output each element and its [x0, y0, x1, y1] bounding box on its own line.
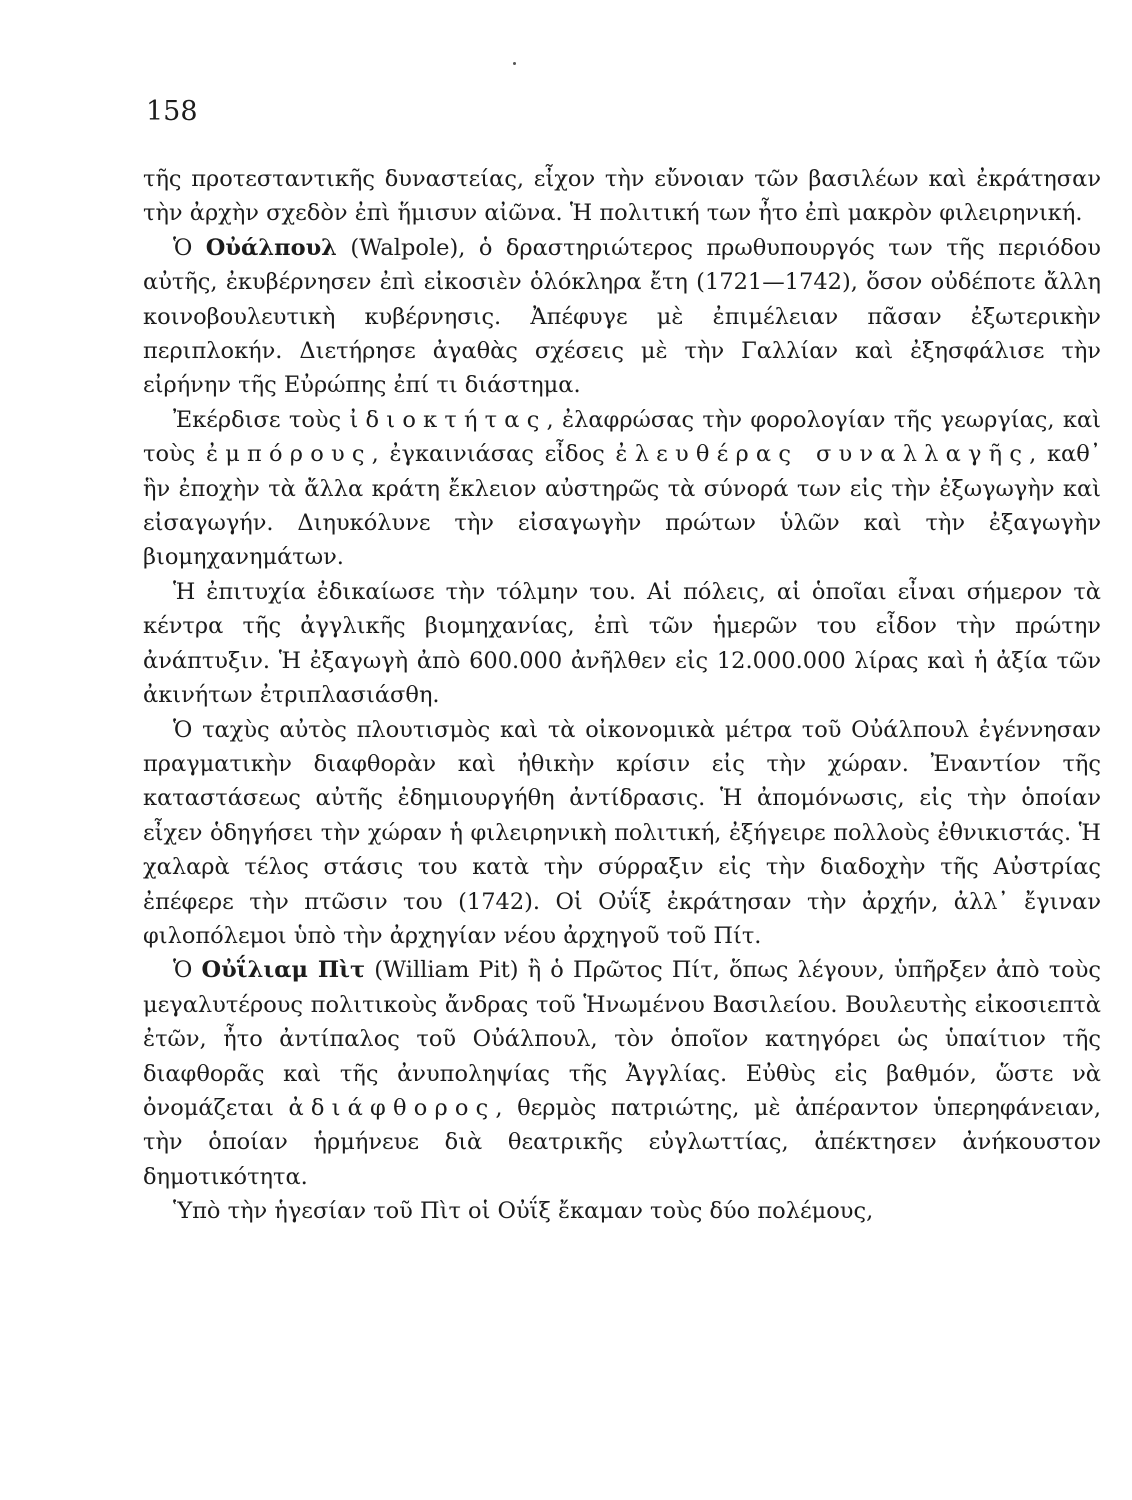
paragraph-1-text: τῆς προτεσταντικῆς δυναστείας, εἶχον τὴν εὔνοιαν τῶν βασιλέων καὶ ἐκράτησαν τὴν ἀρχὴν σχεδὸν ἐπὶ ἥμισυν αἰῶνα. Ἡ πολιτική των ἦτο ἐπὶ μακρὸν φιλειρηνική.	[143, 166, 1101, 227]
paragraph-trade-text-3: , ἐγκαινιάσας εἶδος	[371, 441, 616, 468]
spaced-word-free-trade: ἐλευθέρας συναλλαγῆς	[615, 441, 1030, 468]
paragraph-corruption	[143, 713, 1101, 954]
pitt-name: Οὐΐλιαμ Πὶτ	[201, 957, 366, 984]
paragraph-1	[143, 162, 1101, 231]
paragraph-trade-text-1: Ἐκέρδισε τοὺς	[173, 406, 350, 433]
paragraph-trade-text-2: , ἐλαφρώσας τὴν φορολογίαν τῆς γεωργίας, καὶ τοὺς	[143, 406, 1101, 468]
paragraph-pitt-lead: Ὁ	[173, 957, 202, 984]
page-number: 158	[146, 96, 198, 127]
paragraph-success	[143, 575, 1101, 713]
paragraph-pitt-text-1: (William Pit) ἢ ὁ Πρῶτος Πίτ, ὅπως λέγουν, ὑπῆρξεν ἀπὸ τοὺς μεγαλυτέρους πολιτικοὺς ἄνδρας τοῦ Ἡνωμένου Βασιλείου. Βουλευτὴς εἰκοσιεπτὰ ἐτῶν, ἦτο ἀντίπαλος τοῦ Οὐάλπουλ, τὸν ὁποῖον κατηγόρει ὡς ὑπαίτιον τῆς διαφθορᾶς καὶ τῆς ἀνυποληψίας τῆς Ἀγγλίας. Εὐθὺς εἰς βαθμόν, ὥστε νὰ ὀνομάζεται	[143, 957, 1101, 1121]
paragraph-walpole-text: (Walpole), ὁ δραστηριώτερος πρωθυπουργός των τῆς περιόδου αὐτῆς, ἐκυβέρνησεν ἐπὶ εἰκοσιὲν ὁλόκληρα ἔτη (1721—1742), ὅσον οὐδέποτε ἄλλη κοινοβουλευτικὴ κυβέρνησις. Ἀπέφυγε μὲ ἐπιμέλειαν πᾶσαν ἐξωτερικὴν περιπλοκήν. Διετήρησε ἀγαθὰς σχέσεις μὲ τὴν Γαλλίαν καὶ ἐξησφάλισε τὴν εἰρήνην τῆς Εὐρώπης ἐπί τι διάστημα.	[143, 234, 1101, 399]
paragraph-last-text: Ὑπὸ τὴν ἡγεσίαν τοῦ Πὶτ οἱ Οὐΐξ ἔκαμαν τοὺς δύο πολέμους,	[173, 1198, 874, 1225]
paragraph-pitt	[143, 953, 1101, 1194]
paragraph-walpole-lead: Ὁ	[173, 234, 206, 261]
spaced-word-incorruptible: ἀδιάφθορος	[288, 1094, 496, 1121]
paragraph-trade-text-4: , καθ᾽ ἣν ἐποχὴν τὰ ἄλλα κράτη ἔκλειον αὐστηρῶς τὰ σύνορά των εἰς τὴν ἐξωγωγὴν καὶ εἰσαγωγήν. Διηυκόλυνε τὴν εἰσαγωγὴν πρώτων ὑλῶν καὶ τὴν ἐξαγωγὴν βιομηχανημάτων.	[143, 441, 1102, 571]
paragraph-last	[143, 1194, 1101, 1228]
print-speck	[513, 62, 516, 65]
walpole-name: Οὐάλπουλ	[205, 234, 337, 261]
spaced-word-owners: ἰδιοκτήτας	[349, 406, 547, 433]
spaced-word-merchants: ἐμπόρους	[205, 441, 372, 468]
paragraph-corruption-text: Ὁ ταχὺς αὐτὸς πλουτισμὸς καὶ τὰ οἰκονομικὰ μέτρα τοῦ Οὐάλπουλ ἐγέννησαν πραγματικὴν διαφθορὰν καὶ ἠθικὴν κρίσιν εἰς τὴν χώραν. Ἐναντίον τῆς καταστάσεως αὐτῆς ἐδημιουργήθη ἀντίδρασις. Ἡ ἀπομόνωσις, εἰς τὴν ὁποίαν εἶχεν ὁδηγήσει τὴν χώραν ἡ φιλειρηνικὴ πολιτική, ἐξήγειρε πολλοὺς ἐθνικιστάς. Ἡ χαλαρὰ τέλος στάσις του κατὰ τὴν σύρραξιν εἰς τὴν διαδοχὴν τῆς Αὐστρίας ἐπέφερε τὴν πτῶσιν του (1742). Οἱ Οὐΐξ ἐκράτησαν τὴν ἀρχήν, ἀλλ᾽ ἔγιναν φιλοπόλεμοι ὑπὸ τὴν ἀρχηγίαν νέου ἀρχηγοῦ τοῦ Πίτ.	[143, 716, 1101, 949]
page-body	[143, 162, 1101, 1229]
paragraph-pitt-text-2: , θερμὸς πατριώτης, μὲ ἀπέραντον ὑπερηφάνειαν, τὴν ὁποίαν ἡρμήνευε διὰ θεατρικῆς εὐγλωττίας, ἀπέκτησεν ἀνήκουστον δημοτικότητα.	[143, 1094, 1101, 1190]
paragraph-success-text: Ἡ ἐπιτυχία ἐδικαίωσε τὴν τόλμην του. Αἱ πόλεις, αἱ ὁποῖαι εἶναι σήμερον τὰ κέντρα τῆς ἀγγλικῆς βιομηχανίας, ἐπὶ τῶν ἡμερῶν του εἶδον τὴν πρώτην ἀνάπτυξιν. Ἡ ἐξαγωγὴ ἀπὸ 600.000 ἀνῆλθεν εἰς 12.000.000 λίρας καὶ ἡ ἀξία τῶν ἀκινήτων ἐτριπλασιάσθη.	[143, 578, 1101, 709]
paragraph-walpole	[143, 231, 1101, 403]
paragraph-trade	[143, 403, 1101, 575]
